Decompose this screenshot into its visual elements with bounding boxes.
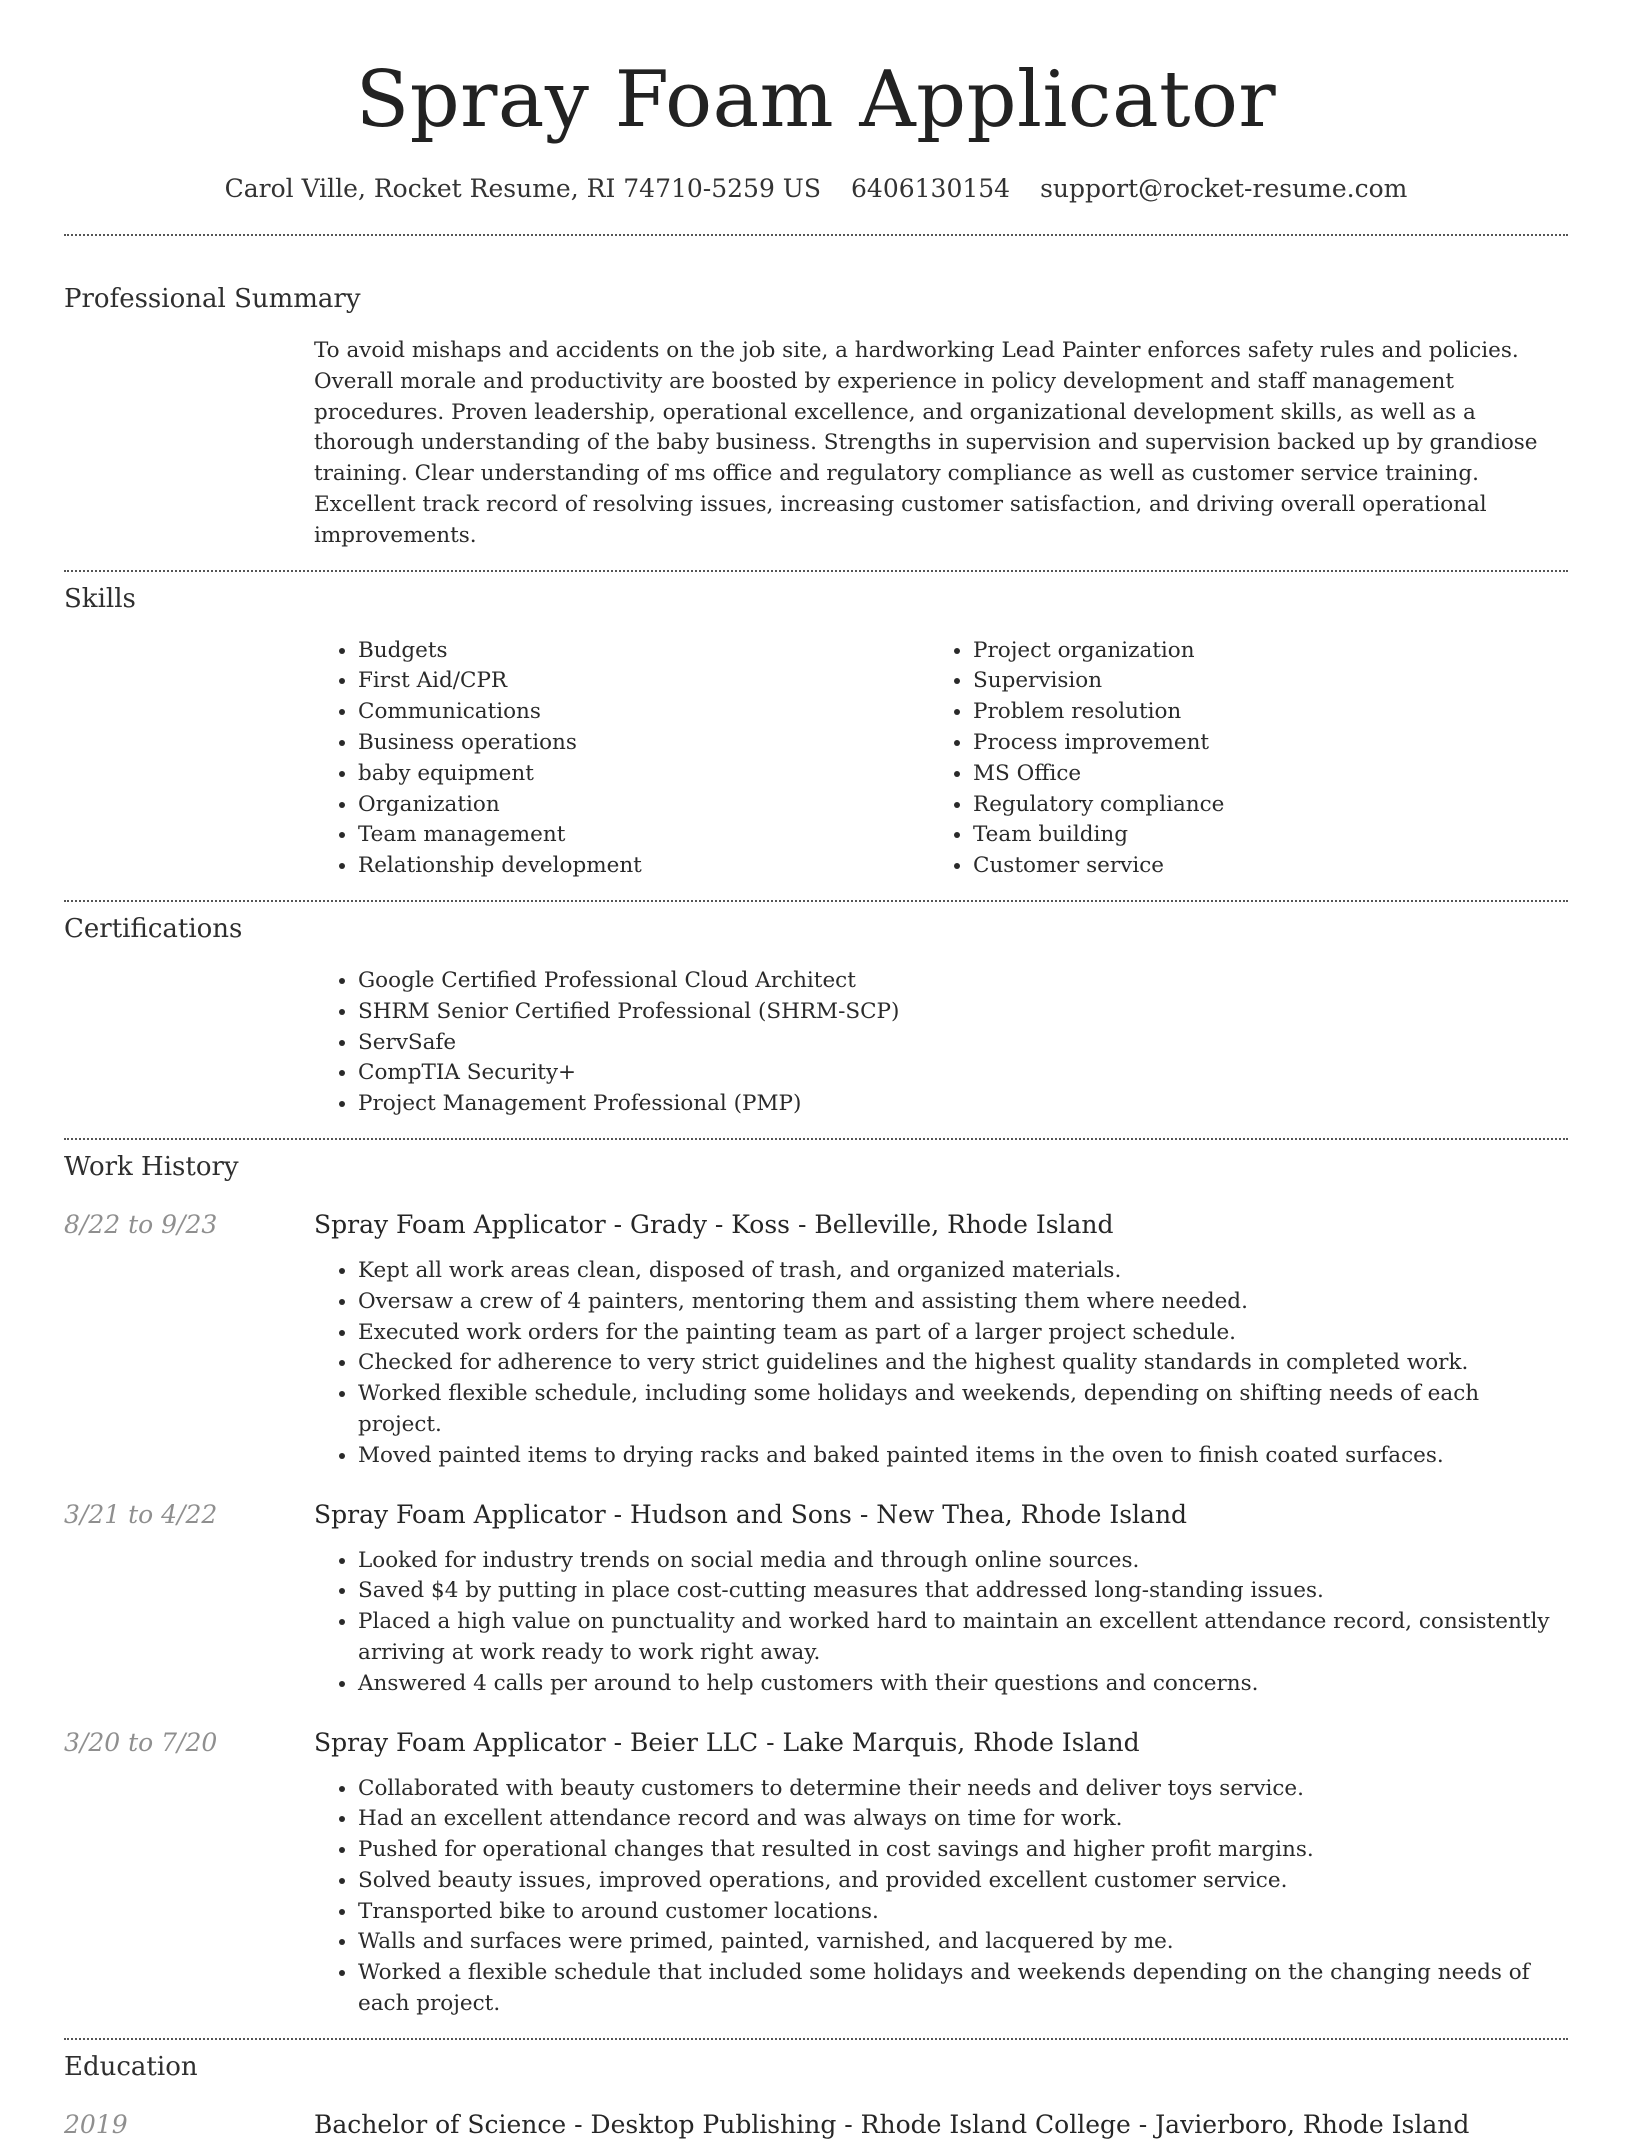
skills-list-left [314,636,929,882]
education-date: 2019 [64,2109,128,2139]
skill-item: • Supervision [973,666,1544,697]
certification-item: • Google Certified Professional Cloud Architect [358,966,1568,997]
education-section [64,2040,1568,2142]
job-header [64,1498,1568,1532]
summary-text: To avoid mishaps and accidents on the job site, a hardworking Lead Painter enforces safety rules and policies. Overall morale and productivity are boosted by experience in policy development and staff management procedures. Proven leadership, operational excellence, and organizational development skills, as well as a thorough understanding of the baby business. Strengths in supervision and supervision backed up by grandiose training. Clear understanding of ms office and regulatory compliance as well as customer service training. Excellent track record of resolving issues, increasing customer satisfaction, and driving overall operational improvements. [314,338,1538,548]
job-entry [64,1208,1568,1472]
job-bullet: • Oversaw a crew of 4 painters, mentoring them and assisting them where needed. [358,1287,1568,1318]
certification-item: • SHRM Senior Certified Professional (SHRM-SCP) [358,997,1568,1028]
education-entry [64,2108,1568,2142]
skills-grid [314,636,1568,900]
certifications-section [64,902,1568,1138]
education-header [64,2108,1568,2142]
skill-item: • Team building [973,820,1544,851]
contact-email: support@rocket-resume.com [1040,174,1408,203]
job-bullet: • Moved painted items to drying racks and baked painted items in the oven to finish coated surfaces. [358,1441,1568,1472]
skill-item: • Problem resolution [973,697,1544,728]
skill-item: • Communications [358,697,929,728]
skill-item: • Project organization [973,636,1544,667]
summary-section [64,236,1568,570]
certification-item: • CompTIA Security+ [358,1058,1568,1089]
job-dates: 3/21 to 4/22 [64,1499,218,1529]
job-bullet: • Saved $4 by putting in place cost-cutting measures that addressed long-standing issues. [358,1576,1568,1607]
job-bullet: • Placed a high value on punctuality and worked hard to maintain an excellent attendance record, consistently arriving at work ready to work right away. [358,1607,1568,1669]
section-title-skills: Skills [64,583,136,614]
job-header [64,1208,1568,1242]
job-bullet: • Walls and surfaces were primed, painted, varnished, and lacquered by me. [358,1927,1568,1958]
job-bullet: • Answered 4 calls per around to help customers with their questions and concerns. [358,1669,1568,1700]
skill-item: • Team management [358,820,929,851]
job-header [64,1726,1568,1760]
skill-item: • Organization [358,790,929,821]
job-bullet: • Kept all work areas clean, disposed of trash, and organized materials. [358,1256,1568,1287]
certifications-list [314,966,1568,1120]
skill-item: • Process improvement [973,728,1544,759]
section-title-education: Education [64,2051,198,2082]
education-title: Bachelor of Science - Desktop Publishing - Rhode Island College - Javierboro, Rhode Island [314,2109,1470,2139]
job-dates: 8/22 to 9/23 [64,1209,218,1239]
skill-item: • Relationship development [358,851,929,882]
skills-list-right [929,636,1544,882]
skills-section [64,572,1568,900]
job-entry [64,1498,1568,1700]
section-title-work-history: Work History [64,1151,239,1182]
job-bullet: • Worked flexible schedule, including some holidays and weekends, depending on shifting needs of each project. [358,1379,1568,1441]
job-bullet: • Executed work orders for the painting team as part of a larger project schedule. [358,1318,1568,1349]
skill-item: • Business operations [358,728,929,759]
job-bullet: • Looked for industry trends on social media and through online sources. [358,1546,1568,1577]
job-bullet: • Collaborated with beauty customers to determine their needs and deliver toys service. [358,1774,1568,1805]
job-title: Spray Foam Applicator - Grady - Koss - Belleville, Rhode Island [314,1209,1114,1239]
skill-item: • Regulatory compliance [973,790,1544,821]
job-bullets [314,1774,1568,2020]
job-bullets [314,1546,1568,1700]
job-title: Spray Foam Applicator - Hudson and Sons - New Thea, Rhode Island [314,1499,1188,1529]
job-bullets [314,1256,1568,1472]
section-title-certifications: Certifications [64,913,243,944]
job-bullet: • Checked for adherence to very strict guidelines and the highest quality standards in completed work. [358,1348,1568,1379]
skill-item: • MS Office [973,759,1544,790]
resume-header [64,0,1568,206]
contact-phone: 6406130154 [851,174,1011,203]
job-bullet: • Solved beauty issues, improved operations, and provided excellent customer service. [358,1866,1568,1897]
skill-item: • First Aid/CPR [358,666,929,697]
skill-item: • baby equipment [358,759,929,790]
skill-item: • Budgets [358,636,929,667]
job-bullet: • Transported bike to around customer locations. [358,1897,1568,1928]
job-title: Spray Foam Applicator - Beier LLC - Lake Marquis, Rhode Island [314,1727,1140,1757]
job-bullet: • Had an excellent attendance record and was always on time for work. [358,1804,1568,1835]
skill-item: • Customer service [973,851,1544,882]
contact-address: Carol Ville, Rocket Resume, RI 74710-5259 US [224,174,822,203]
job-bullet: • Worked a flexible schedule that included some holidays and weekends depending on the changing needs of each project. [358,1958,1568,2020]
certifications-content [314,966,1568,1138]
job-dates: 3/20 to 7/20 [64,1727,218,1757]
contact-line [64,172,1568,206]
certification-item: • ServSafe [358,1028,1568,1059]
certification-item: • Project Management Professional (PMP) [358,1089,1568,1120]
candidate-name: Spray Foam Applicator [355,55,1277,145]
job-bullet: • Pushed for operational changes that resulted in cost savings and higher profit margins. [358,1835,1568,1866]
job-entry [64,1726,1568,2020]
work-history-section [64,1140,1568,2020]
section-title-summary: Professional Summary [64,284,361,314]
